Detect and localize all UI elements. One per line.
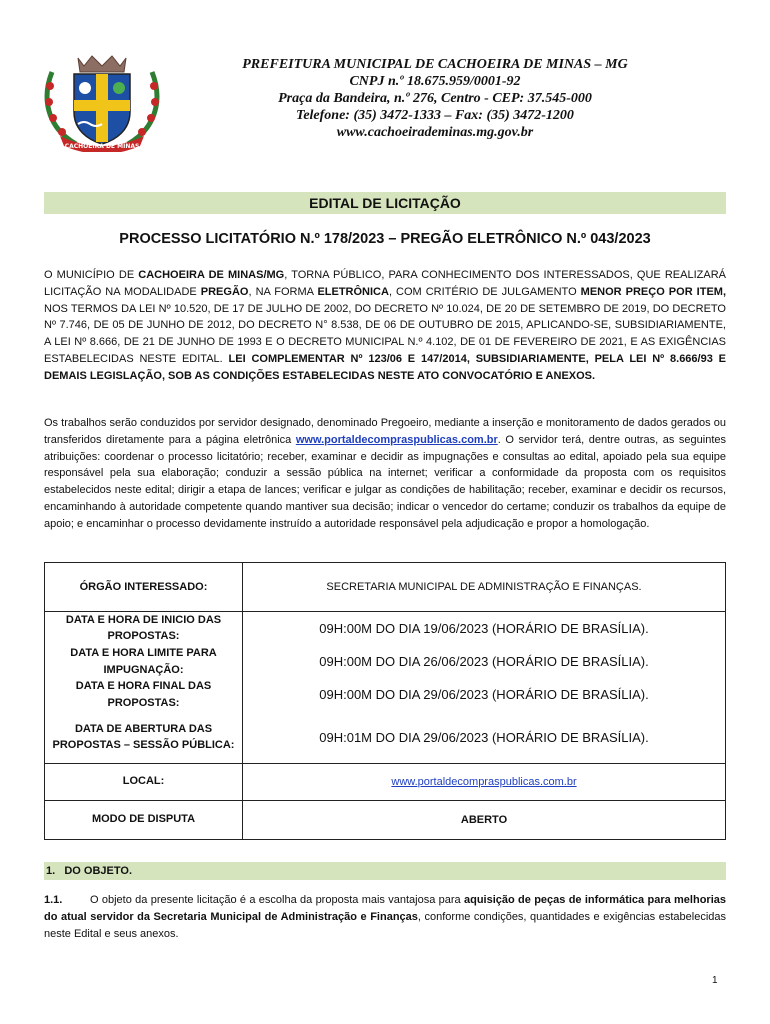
municipality-name: PREFEITURA MUNICIPAL DE CACHOEIRA DE MINAS – MG	[242, 57, 628, 72]
website-line: www.cachoeirademinas.mg.gov.br	[336, 125, 534, 140]
objeto-paragraph: 1.1. O objeto da presente licitação é a escolha da proposta mais vantajosa para aquisição de peças de informática para melhorias do atual servidor da Secretaria Municipal de Administração e Finanças, conforme condições, quantidades e exigências estabelecidas neste Edital e seus anexos.	[44, 894, 726, 940]
pregoeiro-paragraph: Os trabalhos serão conduzidos por servidor designado, denominado Pregoeiro, mediante a inserção e monitoramento de dados gerados ou transferidos diretamente para a página eletrônica www.portaldecompraspublicas.com.br. O servidor terá, dentre outras, as seguintes atribuições: coordenar o processo licitatório; receber, examinar e decidir as impugnações e consultas ao edital, apoiado pela sua equipe responsável pela sua elaboração; conduzir a sessão pública na internet; verificar a conformidade da proposta com os requisitos estabelecidos neste edital; dirigir a etapa de lances; verificar e julgar as condições de habilitação; receber, examinar e decidir os recursos, encaminhando à autoridade competente quando mantiver sua decisão; indicar o vencedor do certame; conduzir os trabalhos da equipe de apoio; e encaminhar o processo devidamente instruído a autoridade responsável pela adjudicação e propor a homologação.	[44, 417, 726, 530]
info-value: 09H:00M DO DIA 26/06/2023 (HORÁRIO DE BRASÍLIA).	[242, 645, 725, 678]
info-label: ÓRGÃO INTERESSADO:	[79, 580, 208, 593]
section-heading-objeto: 1. DO OBJETO.	[44, 862, 726, 880]
info-table	[44, 562, 726, 840]
info-value: 09H:01M DO DIA 29/06/2023 (HORÁRIO DE BRASÍLIA).	[242, 711, 725, 763]
table-row	[45, 563, 725, 611]
table-row	[45, 800, 725, 839]
info-label: DATA DE ABERTURA DAS PROPOSTAS – SESSÃO PÚBLICA:	[52, 722, 235, 751]
table-row	[45, 763, 725, 800]
info-label: DATA E HORA FINAL DAS PROPOSTAS:	[75, 680, 212, 709]
process-title: PROCESSO LICITATÓRIO N.º 178/2023 – PREGÃO ELETRÔNICO N.º 043/2023	[119, 231, 651, 247]
table-row	[45, 645, 725, 678]
municipal-crest-icon	[40, 52, 164, 152]
page-number: 1	[712, 975, 718, 986]
info-label: MODO DE DISPUTA	[91, 813, 196, 826]
info-value: SECRETARIA MUNICIPAL DE ADMINISTRAÇÃO E FINANÇAS.	[242, 563, 725, 611]
info-value: ABERTO	[242, 800, 725, 839]
table-row	[45, 711, 725, 763]
clause-number: 1.1.	[44, 894, 63, 906]
letterhead	[175, 56, 695, 141]
phone-line: Telefone: (35) 3472-1333 – Fax: (35) 3472-1200	[296, 108, 574, 123]
table-row	[45, 678, 725, 711]
info-label: DATA E HORA LIMITE PARA IMPUGNAÇÃO:	[70, 647, 217, 676]
info-value: 09H:00M DO DIA 19/06/2023 (HORÁRIO DE BRASÍLIA).	[242, 611, 725, 645]
address-line: Praça da Bandeira, n.º 276, Centro - CEP: 37.545-000	[278, 91, 592, 106]
document-title: EDITAL DE LICITAÇÃO	[44, 192, 726, 214]
info-value	[242, 763, 725, 800]
crest-ribbon-text: CACHOEIRA DE MINAS	[64, 143, 140, 150]
cnpj-line: CNPJ n.º 18.675.959/0001-92	[349, 74, 521, 89]
info-label: LOCAL:	[122, 775, 165, 788]
intro-paragraph: O MUNICÍPIO DE CACHOEIRA DE MINAS/MG, TORNA PÚBLICO, PARA CONHECIMENTO DOS INTERESSADOS, QUE REALIZARÁ LICITAÇÃO NA MODALIDADE PREGÃO, NA FORMA ELETRÔNICA, COM CRITÉRIO DE JULGAMENTO MENOR PREÇO POR ITEM, NOS TERMOS DA LEI Nº 10.520, DE 17 DE JULHO DE 2002, DO DECRETO Nº 10.024, DE 20 DE SETEMBRO DE 2019, DO DECRETO Nº 7.746, DE 05 DE JUNHO DE 2012, DO DECRETO N° 8.538, DE 06 DE OUTUBRO DE 2015, APLICANDO-SE, SUBSIDIARIAMENTE, A LEI Nº 8.666, DE 21 DE JUNHO DE 1993 E O DECRETO MUNICIPAL N.º 4.102, DE 01 DE FEVEREIRO DE 2021, E AS EXIGÊNCIAS ESTABELECIDAS NESTE EDITAL. LEI COMPLEMENTAR Nº 123/06 E 147/2014, SUBSIDIARIAMENTE, PELA LEI Nº 8.666/93 E DEMAIS LEGISLAÇÃO, SOB AS CONDIÇÕES ESTABELECIDAS NESTE ATO CONVOCATÓRIO E ANEXOS.	[44, 269, 727, 382]
info-value: 09H:00M DO DIA 29/06/2023 (HORÁRIO DE BRASÍLIA).	[242, 678, 725, 711]
info-label: DATA E HORA DE INICIO DAS PROPOSTAS:	[65, 613, 222, 642]
local-link[interactable]: www.portaldecompraspublicas.com.br	[391, 775, 577, 788]
table-row	[45, 611, 725, 645]
portal-link[interactable]: www.portaldecompraspublicas.com.br	[295, 433, 498, 446]
